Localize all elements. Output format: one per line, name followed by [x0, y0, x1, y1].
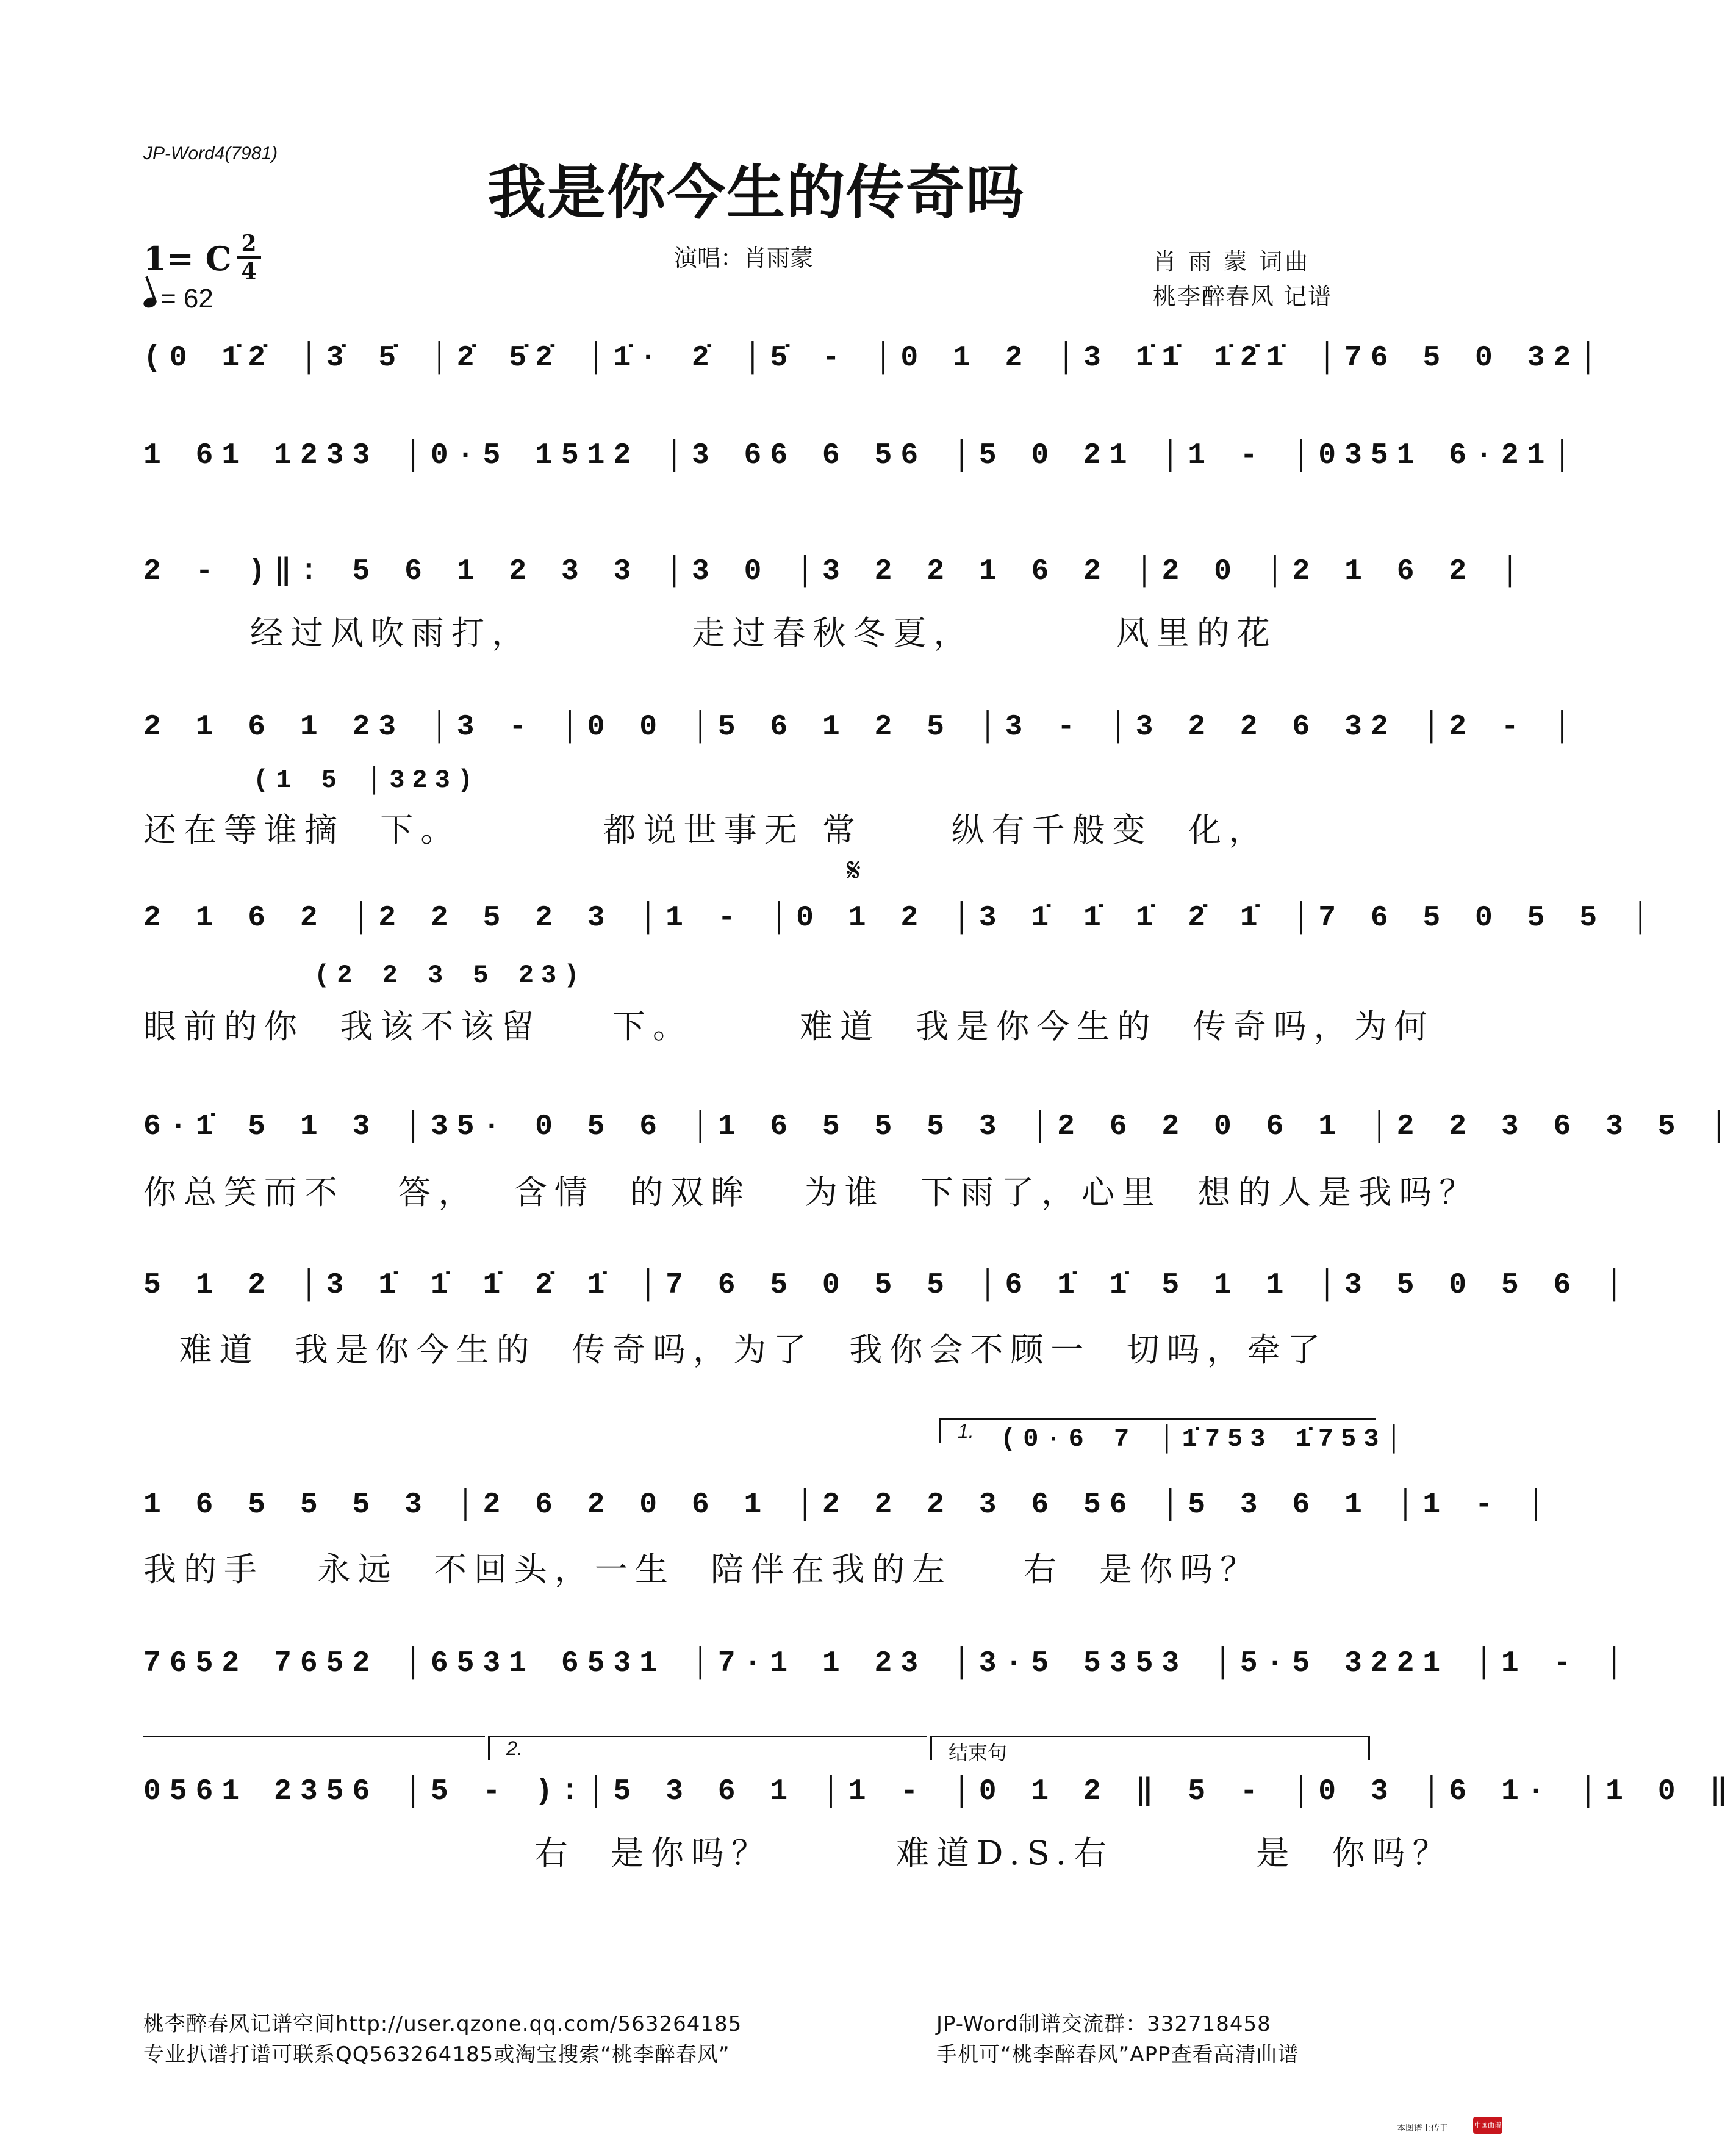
- score-row-3: 2 - )‖: 5 6 1 2 3 3 │3 0 │3 2 2 1 6 2 │2 0 │2 1 6 2 │: [143, 555, 1527, 588]
- composer-credit: 肖 雨 蒙 词曲: [1153, 248, 1311, 275]
- second-ending-label: 2.: [506, 1737, 523, 1759]
- transcriber-credit: 桃李醉春风 记谱: [1153, 283, 1333, 310]
- song-title: 我是你今生的传奇吗: [487, 158, 1025, 227]
- score-row-9: 7652 7652 │6531 6531 │7·1 1 23 │3·5 5353 │5·5 3221 │1 - │: [143, 1647, 1632, 1680]
- first-ending-label: 1.: [958, 1420, 974, 1442]
- score-row-2: 1 61 1233 │0·5 1512 │3 66 6 56 │5 0 21 │1 - │0351 6·21│: [143, 439, 1580, 472]
- coda-label: 结束句: [949, 1741, 1008, 1764]
- tempo-value: = 62: [160, 284, 213, 314]
- lyrics-row-6: 你总笑而不 答， 含情 的双眸 为谁 下雨了，心里 想的人是我吗？: [143, 1173, 1480, 1212]
- upload-credit: 本图谱上传于: [1397, 2124, 1448, 2133]
- score-row-6: 6·1̇ 5 1 3 │35· 0 5 6 │1 6 5 5 5 3 │2 6 2 0 6 1 │2 2 3 6 3 5 │: [143, 1110, 1736, 1143]
- first-ending-notes: (0·6 7 │1̇753 1̇753│: [1000, 1424, 1409, 1454]
- key-signature: 1= C: [143, 239, 232, 278]
- score-row-7: 5 1 2 │3 1̇ 1̇ 1̇ 2̇ 1̇ │7 6 5 0 5 5 │6 1̇ 1̇ 5 1 1 │3 5 0 5 6 │: [143, 1269, 1632, 1302]
- footer-right-line1: JP-Word制谱交流群：332718458: [936, 2012, 1271, 2036]
- footer-right-line2: 手机可“桃李醉春风”APP查看高清曲谱: [936, 2042, 1299, 2067]
- score-row-1: (0 1̇2̇ │3̇ 5̇ │2̇ 5̇2̇ │1̇· 2̇ │5̇ - │0 1 2 │3 1̇1̇ 1̇2̇1̇ │76 5 0 32│: [143, 342, 1606, 375]
- lyrics-row-4: 还在等谁摘 下。 都说世事无 常 纵有千般变 化，: [143, 811, 1269, 849]
- score-row-8: 1 6 5 5 5 3 │2 6 2 0 6 1 │2 2 2 3 6 56 │5 3 6 1 │1 - │: [143, 1488, 1554, 1521]
- lyrics-row-7: 难道 我是你今生的 传奇吗，为了 我你会不顾一 切吗，牵了: [143, 1330, 1328, 1369]
- score-row-10: 0561 2356 │5 - ):│5 3 6 1 │1 - │0 1 2 ‖ 5 - │0 3 │6 1· │1 0 ‖: [143, 1775, 1736, 1808]
- time-denominator: 4: [241, 259, 257, 284]
- footer-left-line2: 专业扒谱打谱可联系QQ563264185或淘宝搜索“桃李醉春风”: [143, 2042, 730, 2067]
- time-signature: [237, 232, 261, 283]
- footer-left-line1: 桃李醉春风记谱空间http://user.qzone.qq.com/563264185: [143, 2012, 742, 2036]
- software-version: JP-Word4(7981): [143, 143, 278, 163]
- tempo-marking: [143, 284, 213, 314]
- score-row-5: 2 1 6 2 │2 2 5 2 3 │1 - │0 1 2 │3 1̇ 1̇ 1̇ 2̇ 1̇ │7 6 5 0 5 5 │: [143, 902, 1658, 935]
- alt-notes-row-4: (1 5 │323): [253, 766, 481, 795]
- segno-sign: 𝄋: [847, 851, 861, 889]
- lyrics-row-5: 眼前的你 我该不该留 下。 难道 我是你今生的 传奇吗，为何: [143, 1007, 1435, 1046]
- score-row-4: 2 1 6 1 23 │3 - │0 0 │5 6 1 2 5 │3 - │3 2 2 6 32 │2 - │: [143, 711, 1580, 744]
- singer-credit: 演唱：肖雨蒙: [674, 245, 814, 271]
- quarter-note-icon: [142, 296, 158, 310]
- time-numerator: 2: [241, 231, 257, 256]
- alt-notes-row-5: (2 2 3 5 23): [314, 961, 587, 990]
- site-logo: 中国曲谱网: [1473, 2117, 1502, 2134]
- lyrics-row-10: 右 是你吗？ 难道D.S.右 是 你吗？: [143, 1834, 1453, 1872]
- lyrics-row-3: 经过风吹雨打， 走过春秋冬夏， 风里的花: [143, 614, 1277, 652]
- lyrics-row-8: 我的手 永远 不回头，一生 陪伴在我的左 右 是你吗？: [143, 1550, 1261, 1589]
